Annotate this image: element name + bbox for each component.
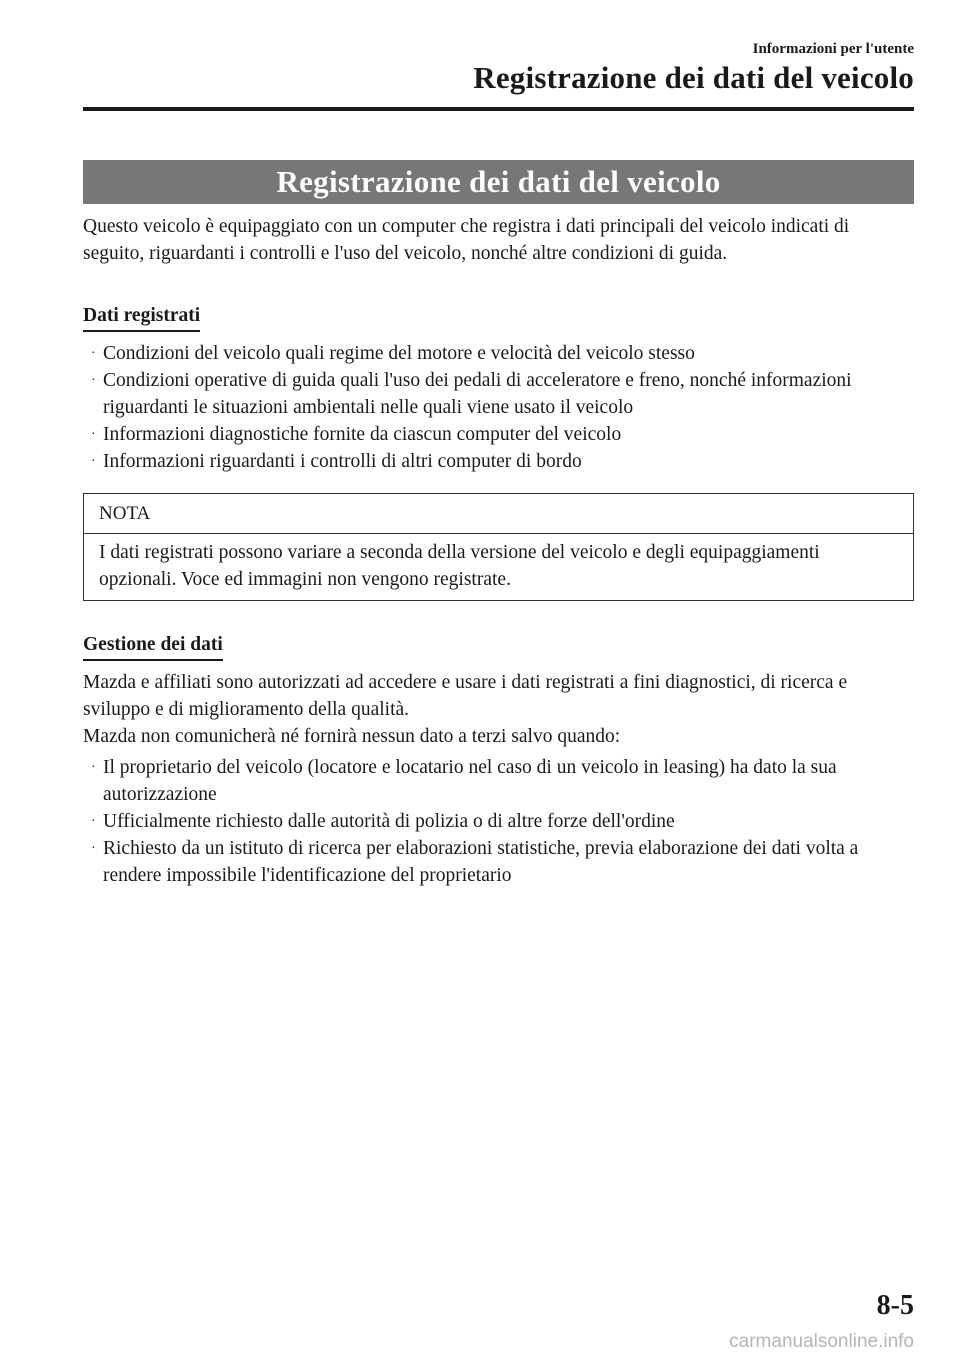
management-paragraph-2: Mazda non comunicherà né fornirà nessun dato a terzi salvo quando: <box>83 726 621 747</box>
main-content <box>83 213 914 889</box>
recorded-data-list <box>83 340 914 475</box>
list-item-text: Ufficialmente richiesto dalle autorità di polizia o di altre forze dell'ordine <box>103 811 675 832</box>
list-item-text: Condizioni operative di guida quali l'uso dei pedali di acceleratore e freno, nonché informazioni riguardanti le situazioni ambientali nelle quali viene usato il veicolo <box>103 370 852 418</box>
note-label: NOTA <box>84 494 913 534</box>
header-title: Registrazione dei dati del veicolo <box>473 60 914 95</box>
page-number: 8-5 <box>876 1290 914 1321</box>
header-subtitle: Informazioni per l'utente <box>752 41 914 57</box>
list-item <box>91 340 914 367</box>
list-item <box>91 808 914 835</box>
header-divider <box>83 107 914 111</box>
note-box <box>83 493 914 601</box>
management-list <box>83 754 914 889</box>
section-banner: Registrazione dei dati del veicolo <box>83 160 914 204</box>
watermark: carmanualsonline.info <box>729 1331 914 1352</box>
list-item-text: Informazioni diagnostiche fornite da ciascun computer del veicolo <box>103 424 622 445</box>
intro-paragraph: Questo veicolo è equipaggiato con un computer che registra i dati principali del veicolo indicati di seguito, riguardanti i controlli e l'uso del veicolo, nonché altre condizioni di guida. <box>83 216 850 264</box>
list-item-text: Richiesto da un istituto di ricerca per elaborazioni statistiche, previa elaborazione dei dati volta a rendere impossibile l'identificazione del proprietario <box>103 838 859 886</box>
bullet-icon: · <box>91 346 96 361</box>
list-item <box>91 835 914 889</box>
bullet-icon: · <box>91 814 96 829</box>
list-item-text: Il proprietario del veicolo (locatore e locatario nel caso di un veicolo in leasing) ha dato la sua autorizzazione <box>103 757 837 805</box>
recorded-data-heading: Dati registrati <box>83 303 200 332</box>
note-text: I dati registrati possono variare a seconda della versione del veicolo e degli equipaggiamenti opzionali. Voce ed immagini non vengono registrate. <box>99 542 820 590</box>
list-item <box>91 754 914 808</box>
bullet-icon: · <box>91 841 96 856</box>
list-item <box>91 421 914 448</box>
management-paragraph-1: Mazda e affiliati sono autorizzati ad accedere e usare i dati registrati a fini diagnostici, di ricerca e sviluppo e di miglioramento della qualità. <box>83 672 848 720</box>
bullet-icon: · <box>91 760 96 775</box>
data-management-heading: Gestione dei dati <box>83 632 223 661</box>
bullet-icon: · <box>91 427 96 442</box>
list-item-text: Condizioni del veicolo quali regime del motore e velocità del veicolo stesso <box>103 343 695 364</box>
bullet-icon: · <box>91 454 96 469</box>
bullet-icon: · <box>91 373 96 388</box>
page-header <box>473 40 914 96</box>
list-item <box>91 448 914 475</box>
list-item <box>91 367 914 421</box>
list-item-text: Informazioni riguardanti i controlli di altri computer di bordo <box>103 451 582 472</box>
